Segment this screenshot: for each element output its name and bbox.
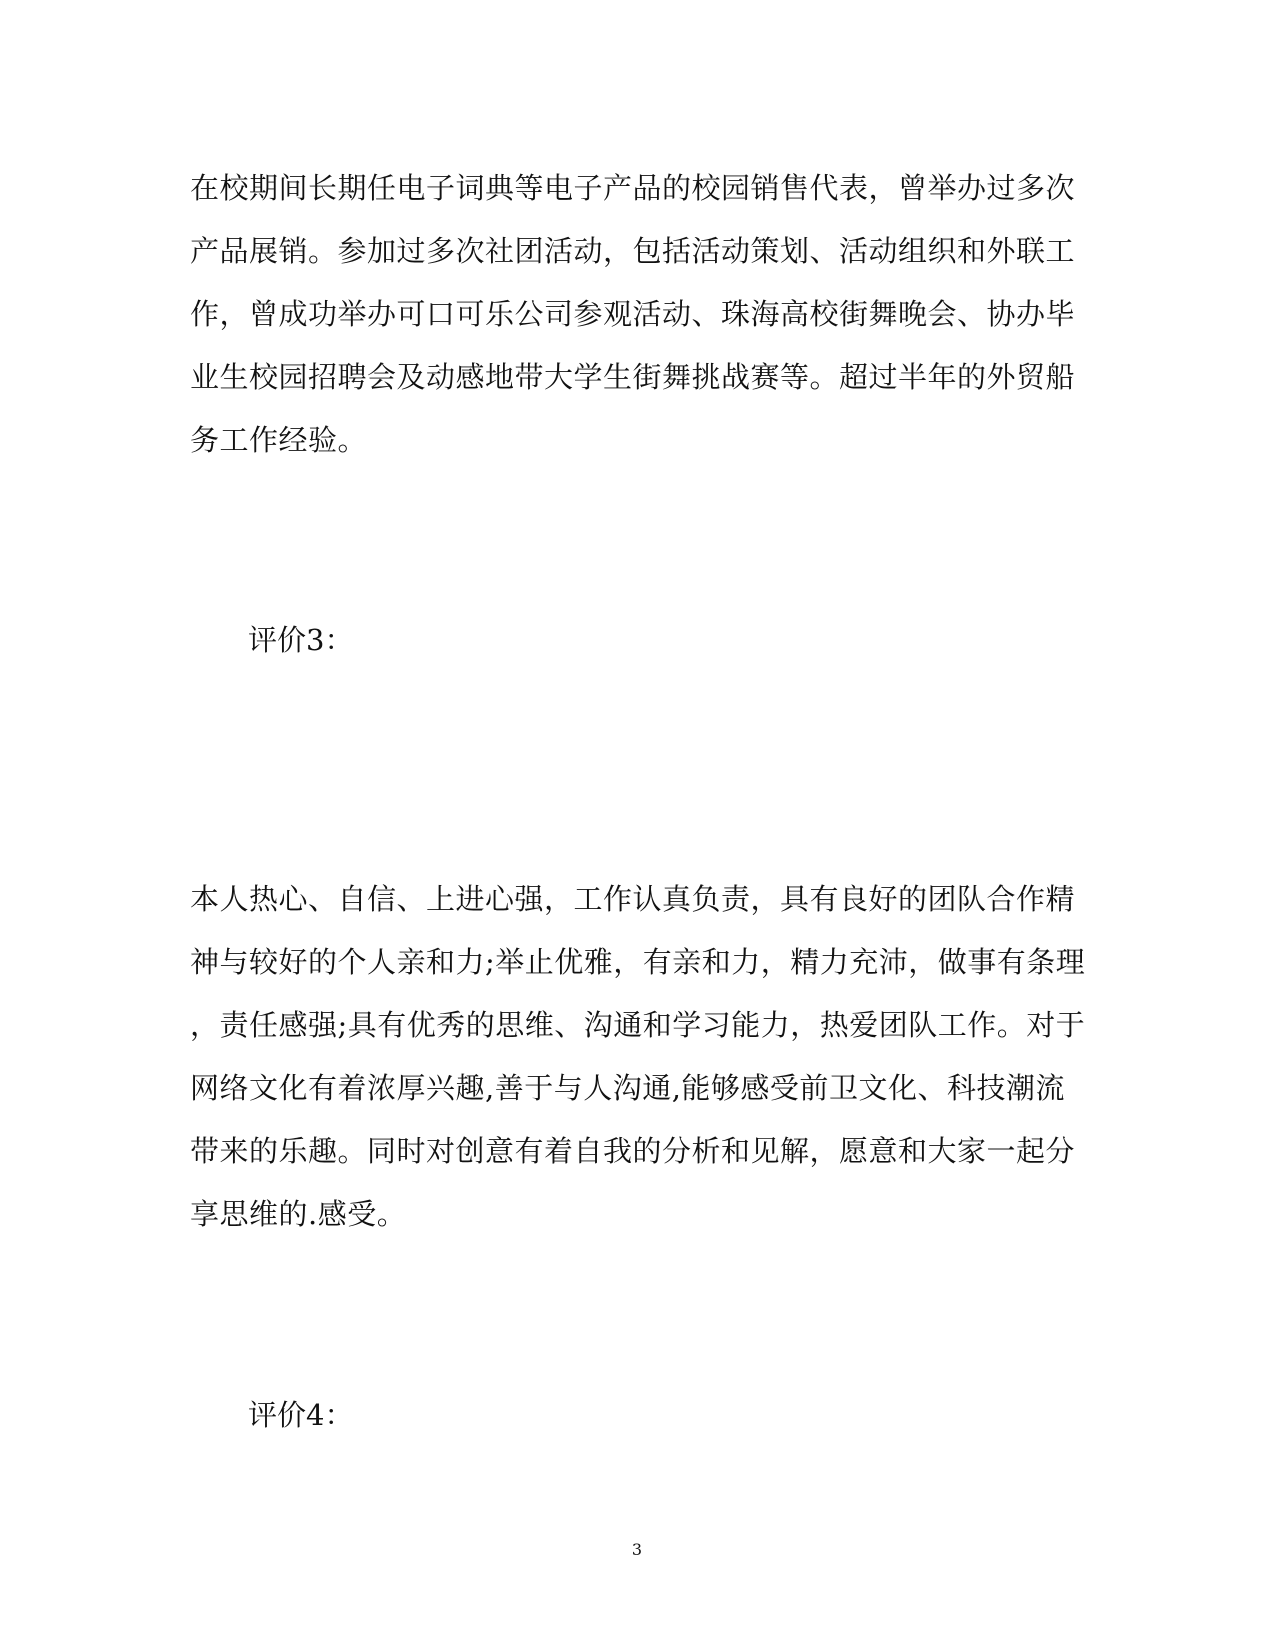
paragraph-line: 业生校园招聘会及动感地带大学生街舞挑战赛等。超过半年的外贸船 <box>190 360 1076 394</box>
paragraph-line: 务工作经验。 <box>190 423 368 457</box>
paragraph-line: 本人热心、自信、上进心强，工作认真负责，具有良好的团队合作精 <box>190 882 1076 916</box>
paragraph-line: 作，曾成功举办可口可乐公司参观活动、珠海高校街舞晚会、协办毕 <box>190 297 1076 331</box>
paragraph-line: 在校期间长期任电子词典等电子产品的校园销售代表，曾举办过多次 <box>190 171 1076 205</box>
section-heading-4: 评价4： <box>248 1398 354 1432</box>
paragraph-line: 享思维的.感受。 <box>190 1197 407 1231</box>
paragraph-line: 神与较好的个人亲和力;举止优雅，有亲和力，精力充沛，做事有条理 <box>190 945 1086 979</box>
paragraph-line: 产品展销。参加过多次社团活动，包括活动策划、活动组织和外联工 <box>190 234 1076 268</box>
paragraph-line: 带来的乐趣。同时对创意有着自我的分析和见解，愿意和大家一起分 <box>190 1134 1076 1168</box>
section-heading-3: 评价3： <box>248 623 354 657</box>
paragraph-line: 网络文化有着浓厚兴趣,善于与人沟通,能够感受前卫文化、科技潮流 <box>190 1071 1065 1105</box>
paragraph-line: ，责任感强;具有优秀的思维、沟通和学习能力，热爱团队工作。对于 <box>190 1008 1086 1042</box>
page-number: 3 <box>631 1540 643 1559</box>
